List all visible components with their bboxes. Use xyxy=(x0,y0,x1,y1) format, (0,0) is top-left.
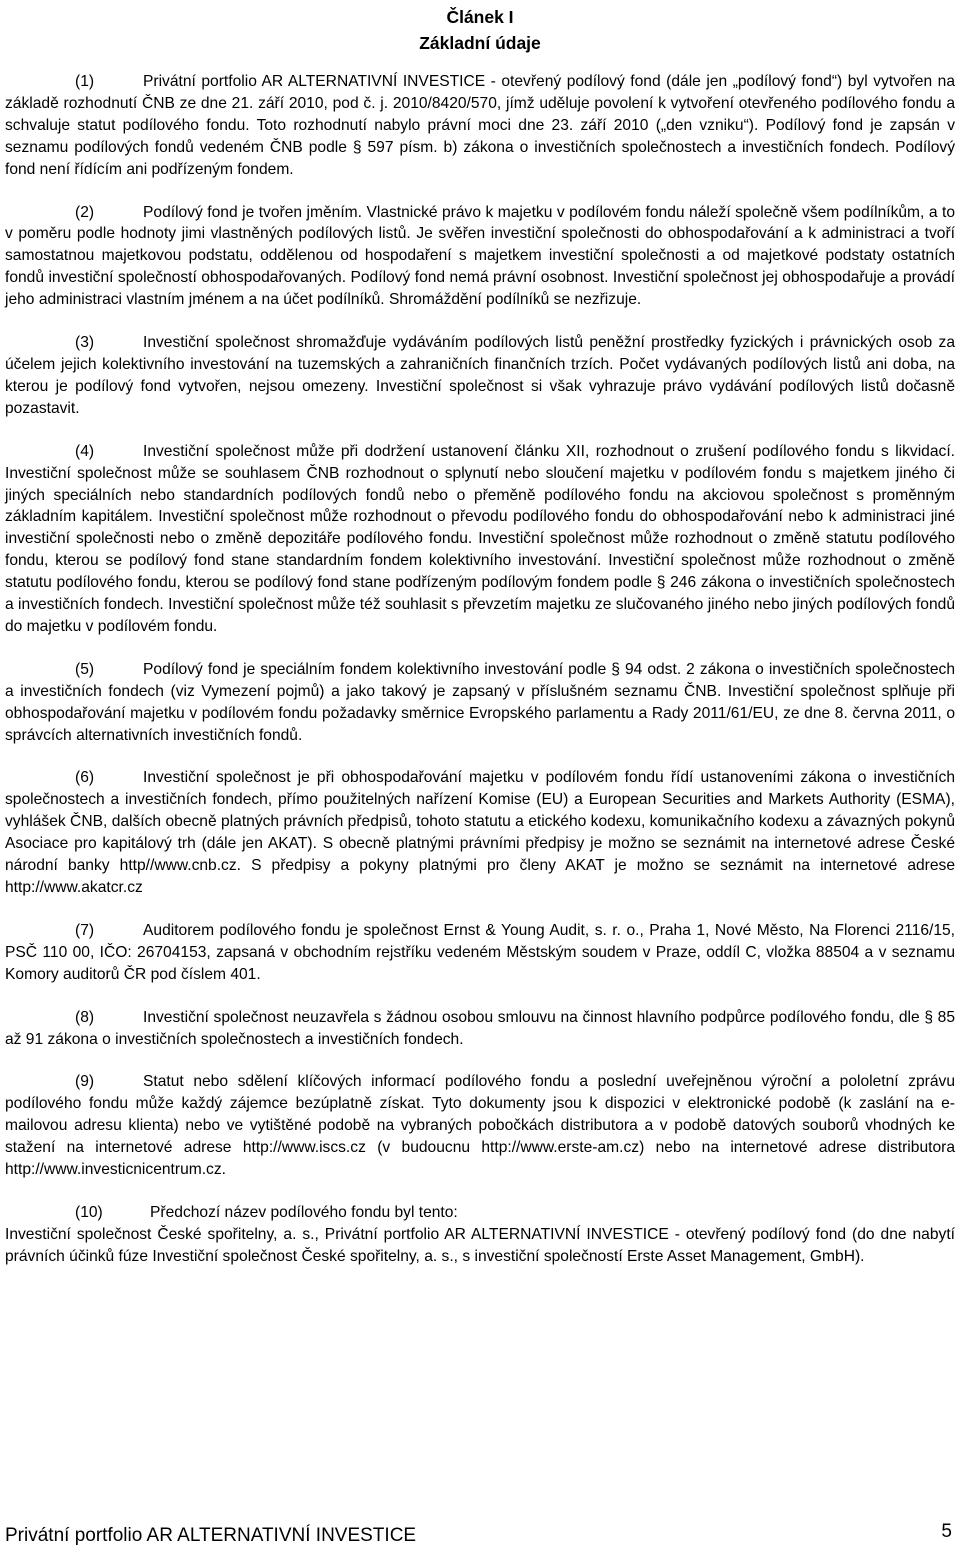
document-page xyxy=(5,0,955,1268)
paragraph-text: Auditorem podílového fondu je společnost Ernst & Young Audit, s. r. o., Praha 1, Nové Město, Na Florenci 2116/15, PSČ 110 00, IČO: 26704153, zapsaná v obchodním rejstříku vedeném Městským soudem v Praze, oddíl C, vložka 88504 a v seznamu Komory auditorů ČR pod číslem 401. xyxy=(5,921,955,983)
paragraph-8 xyxy=(5,1007,955,1051)
paragraph-text: Statut nebo sdělení klíčových informací podílového fondu a poslední uveřejněnou výroční a pololetní zprávu podílového fondu může každý zájemce bezúplatně získat. Tyto dokumenty jsou k dispozici v elektronické podobě (k zaslání na e-mailovou adresu klienta) nebo ve vytištěné podobě na vybraných pobočkách distributora a v podobě datových souborů vhodných ke stažení na internetové adrese http://www.iscs.cz (v budoucnu http://www.erste-am.cz) nebo na internetové adrese distributora http://www.investicnicentrum.cz. xyxy=(5,1073,955,1179)
paragraph-number: (1) xyxy=(75,73,95,90)
paragraph-6 xyxy=(5,767,955,898)
paragraph-7 xyxy=(5,920,955,986)
article-title: Základní údaje xyxy=(419,33,541,53)
paragraph-text: Podílový fond je speciálním fondem kolektivního investování podle § 94 odst. 2 zákona o investičních společnostech a investičních fondech (viz Vymezení pojmů) a jako takový je zapsaný v příslušném seznamu ČNB. Investiční společnost splňuje při obhospodařování majetku v podílovém fondu požadavky směrnice Evropského parlamentu a Rady 2011/61/EU, ze dne 8. června 2011, o správcích alternativních investičních fondů. xyxy=(5,660,955,744)
paragraph-number: (8) xyxy=(75,1008,95,1026)
paragraph-number: (10) xyxy=(75,1203,103,1221)
article-number: Článek I xyxy=(446,7,514,27)
paragraph-4 xyxy=(5,441,955,638)
paragraph-number: (3) xyxy=(75,334,95,352)
paragraph-text: Privátní portfolio AR ALTERNATIVNÍ INVESTICE - otevřený podílový fond (dále jen „podílový fond“) byl vytvořen na základě rozhodnutí ČNB ze dne 21. září 2010, pod č. j. 2010/8420/570, jímž uděluje povolení k vytvoření otevřeného podílového fondu a schvaluje statut podílového fondu. Toto rozhodnutí nabylo právní moci dne 23. září 2010 („den vzniku“). Podílový fond je zapsán v seznamu podílových fondů vedeném ČNB podle § 597 písm. b) zákona o investičních společnostech a investičních fondech. Podílový fond není řídícím ani podřízeným fondem. xyxy=(5,73,955,178)
paragraph-5 xyxy=(5,659,955,747)
paragraph-text: Podílový fond je tvořen jměním. Vlastnické právo k majetku v podílovém fondu náleží společně všem podílníkům, a to v poměru podle hodnoty jimi vlastněných podílových listů. Je svěřen investiční společnosti do obhospodařování a k administraci a tvoří samostatnou majetkovou podstatu, oddělenou od hospodaření s majetkem investiční společnosti a od majetkové podstaty ostatních fondů investiční společností obhospodařovaných. Podílový fond nemá právní osobnost. Investiční společnost jej obhospodařuje a provádí jeho administraci vlastním jménem a na účet podílníků. Shromáždění podílníků se nezřizuje. xyxy=(5,203,955,309)
paragraph-text: Investiční společnost neuzavřela s žádnou osobou smlouvu na činnost hlavního podpůrce podílového fondu, dle § 85 až 91 zákona o investičních společnostech a investičních fondech. xyxy=(5,1008,955,1048)
paragraph-1 xyxy=(5,71,955,181)
paragraph-number: (2) xyxy=(75,203,95,221)
paragraph-text: Investiční společnost je při obhospodařování majetku v podílovém fondu řídí ustanoveními zákona o investičních společnostech a investičních fondech, přímo použitelných nařízení Komise (EU) a European Securities and Markets Authority (ESMA), vyhlášek ČNB, dalších obecně platných právních předpisů, tohoto statutu a etického kodexu, komunikačního kodexu a závazných pokynů Asociace pro kapitálový trh (dále jen AKAT). S obecně platnými právními předpisy je možno se seznámit na internetové adrese České národní banky http//www.cnb.cz. S předpisy a pokyny platnými pro členy AKAT je možno se seznámit na internetové adrese http://www.akatcr.cz xyxy=(5,769,955,896)
footer-title: Privátní portfolio AR ALTERNATIVNÍ INVESTICE xyxy=(5,1525,417,1546)
paragraph-3 xyxy=(5,332,955,420)
paragraph-number: (5) xyxy=(75,660,95,678)
paragraph-10-continuation: Investiční společnost České spořitelny, a. s., Privátní portfolio AR ALTERNATIVNÍ INVESTICE - otevřený podílový fond (do dne nabytí právních účinků fúze Investiční společnost České spořitelny, a. s., s investiční společností Erste Asset Management, GmbH). xyxy=(5,1225,955,1265)
paragraph-text: Předchozí název podílového fondu byl tento: xyxy=(150,1203,458,1221)
page-number: 5 xyxy=(941,1521,952,1542)
paragraph-number: (6) xyxy=(75,769,95,787)
paragraph-10 xyxy=(5,1202,955,1224)
paragraph-text: Investiční společnost shromažďuje vydáváním podílových listů peněžní prostředky fyzických i právnických osob za účelem jejich kolektivního investování na tuzemských a zahraničních finančních trzích. Počet vydávaných podílových listů ani doba, na kterou je podílový fond vytvořen, nejsou omezeny. Investiční společnost si však vyhrazuje právo vydávání podílových listů dočasně pozastavit. xyxy=(5,334,955,417)
paragraph-text: Investiční společnost může při dodržení ustanovení článku XII, rozhodnout o zrušení podílového fondu s likvidací. Investiční společnost může se souhlasem ČNB rozhodnout o splynutí nebo sloučení majetku v podílovém fondu s majetkem jiného či jiných speciálních nebo standardních podílových fondů nebo o přeměně podílového fondu na akciovou společnost s proměnným základním kapitálem. Investiční společnost může rozhodnout o převodu podílového fondu do obhospodařování nebo k administraci jiné investiční společnosti nebo o změně depozitáře podílového fondu. Investiční společnost může rozhodnout o změně statutu podílového fondu, kterou se podílový fond stane standardním fondem kolektivního investování. Investiční společnost může rozhodnout o změně statutu podílového fondu, kterou se podílový fond stane podřízeným podílovým fondem podle § 246 zákona o investičních společnostech a investičních fondech. Investiční společnost může též souhlasit s převzetím majetku ze slučovaného jiného nebo jiných podílových fondů do majetku v podílovém fondu. xyxy=(5,442,955,635)
paragraph-2 xyxy=(5,202,955,312)
paragraph-number: (7) xyxy=(75,921,95,939)
paragraph-number: (4) xyxy=(75,442,95,460)
paragraph-number: (9) xyxy=(75,1073,95,1091)
paragraph-9 xyxy=(5,1071,955,1181)
